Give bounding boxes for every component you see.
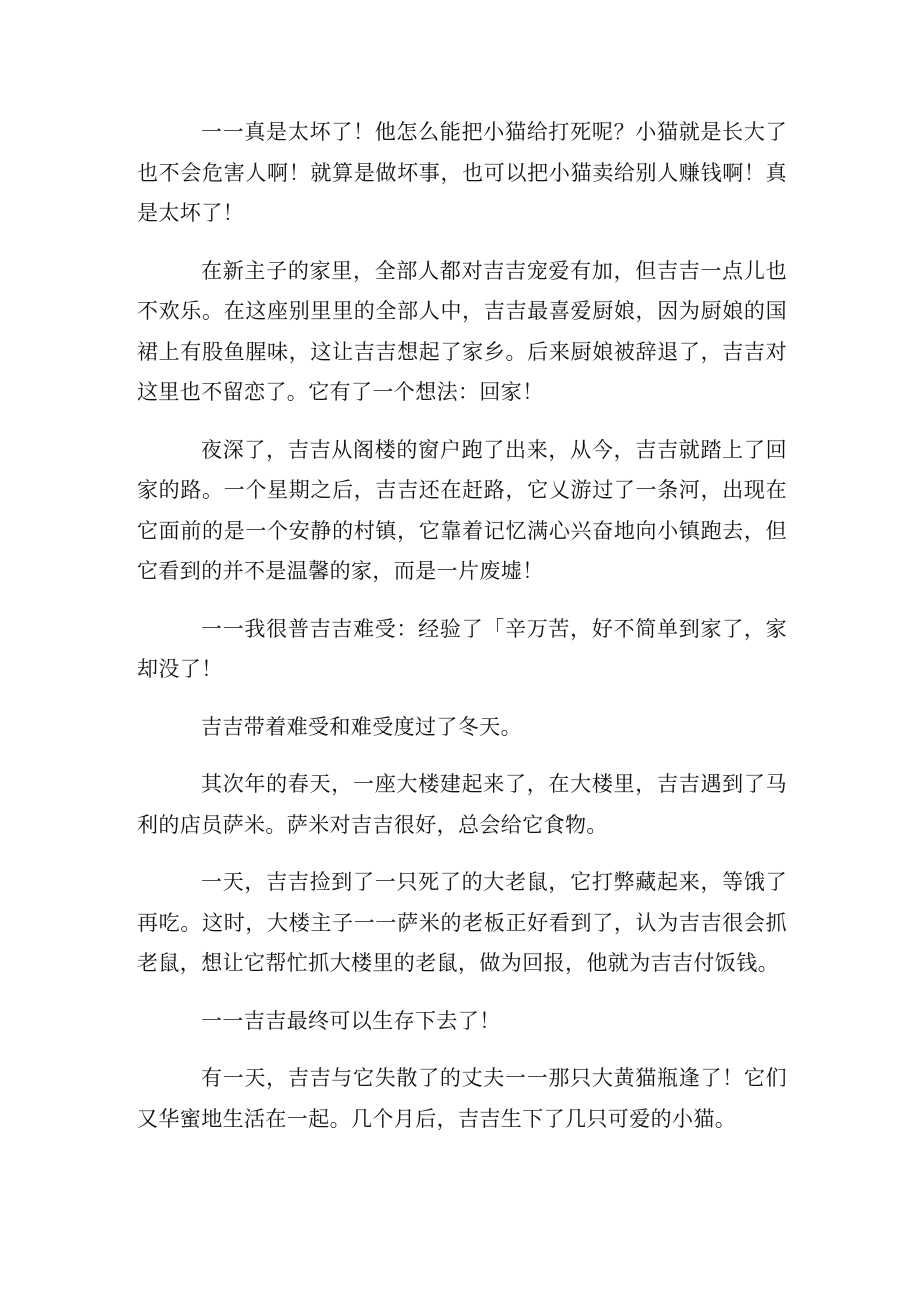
paragraph-7: 一天，吉吉捡到了一只死了的大老鼠，它打弊藏起来，等饿了再吃。这时，大楼主子一一萨米的老板正好看到了，认为吉吉很会抓老鼠，想让它帮忙抓大楼里的老鼠，做为回报，他就为吉吉付饭钱。 <box>137 870 787 975</box>
paragraph-4: 一一我很普吉吉难受：经验了「辛万苦，好不简单到家了，家却没了！ <box>137 616 787 681</box>
paragraph-8: 一一吉吉最终可以生存下去了！ <box>201 1008 501 1033</box>
paragraph-9: 有一天，吉吉与它失散了的丈夫一一那只大黄猫瓶逢了！它们又华蜜地生活在一起。几个月后，吉吉生下了几只可爱的小猫。 <box>137 1066 787 1131</box>
paragraph-1: 一一真是太坏了！他怎么能把小猫给打死呢？小猫就是长大了也不会危害人啊！就算是做坏事，也可以把小猫卖给别人赚钱啊！真是太坏了！ <box>137 120 787 225</box>
paragraph-6: 其次年的春天，一座大楼建起来了，在大楼里，吉吉遇到了马利的店员萨米。萨米对吉吉很好，总会给它食物。 <box>137 772 787 837</box>
paragraph-5: 吉吉带着难受和难受度过了冬天。 <box>201 714 522 739</box>
paragraph-2: 在新主子的家里，全部人都对吉吉宠爱有加，但吉吉一点儿也不欢乐。在这座别里里的全部人中，吉吉最喜爱厨娘，因为厨娘的国裙上有股鱼腥味，这让吉吉想起了家乡。后来厨娘被辞退了，吉吉对这里也不留恋了。它有了一个想法：回家！ <box>137 258 787 404</box>
document-page <box>137 112 787 1156</box>
paragraph-3: 夜深了，吉吉从阁楼的窗户跑了出来，从今，吉吉就踏上了回家的路。一个星期之后，吉吉还在赶路，它乂游过了一条河，出现在它面前的是一个安静的村镇，它靠着记忆满心兴奋地向小镇跑去，但它看到的并不是温馨的家，而是一片废墟！ <box>137 437 787 583</box>
